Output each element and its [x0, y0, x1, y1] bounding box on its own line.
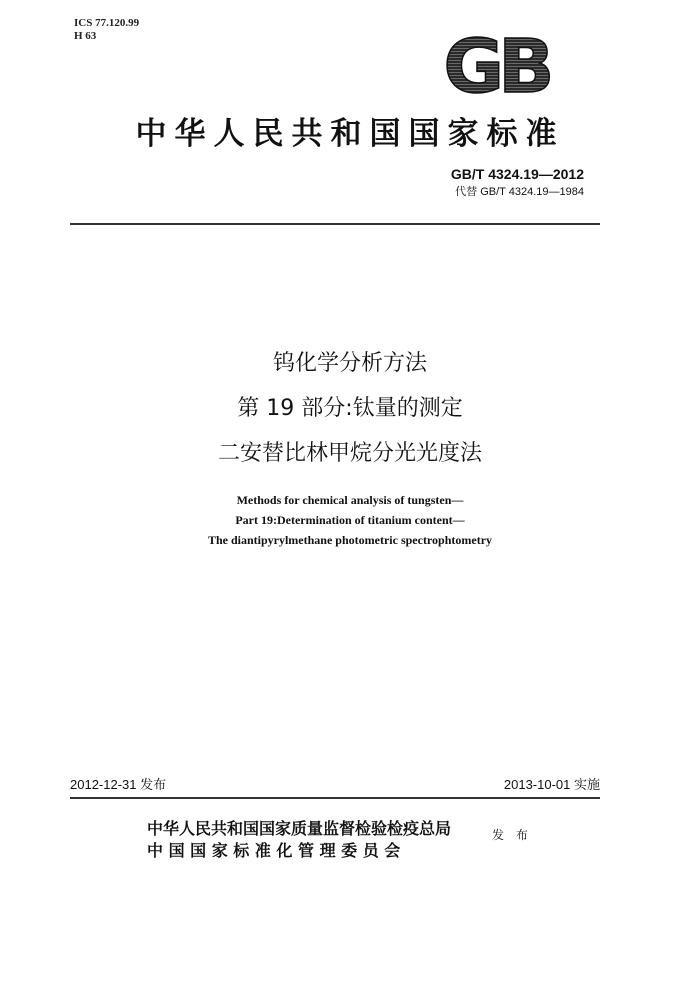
standard-code-block	[451, 166, 584, 199]
standard-code: GB/T 4324.19—2012	[450, 166, 584, 182]
title-cn-line2: 第 19 部分:钛量的测定	[237, 396, 463, 421]
title-en-line1: Methods for chemical analysis of tungsten—	[236, 493, 464, 507]
header-divider	[70, 223, 600, 225]
publish-label: 发 布	[492, 828, 532, 842]
title-en-line3: The diantipyrylmethane photometric spectrophtometry	[207, 533, 493, 547]
title-en-line2: Part 19:Determination of titanium content—	[235, 513, 465, 527]
title-cn-line3: 二安替比林甲烷分光光度法	[217, 441, 482, 466]
gb-logo	[438, 30, 554, 100]
standard-name: 中华人民共和国国家标准	[135, 116, 565, 152]
issue-date: 2012-12-31 发布	[70, 777, 167, 792]
implementation-date: 2013-10-01 实施	[503, 777, 600, 792]
classification-codes	[74, 17, 139, 43]
replaces-code: 代替 GB/T 4324.19—1984	[455, 186, 584, 198]
category-code: H 63	[74, 30, 97, 42]
gb-logo-text: GB	[443, 30, 549, 100]
ics-code: ICS 77.120.99	[74, 17, 140, 29]
footer-divider	[70, 797, 600, 799]
title-cn-line1: 钨化学分析方法	[272, 351, 427, 376]
issuer-line1: 中华人民共和国国家质量监督检验检疫总局	[147, 819, 452, 838]
issuer-line2: 中 国 国 家 标 准 化 管 理 委 员 会	[147, 841, 401, 860]
